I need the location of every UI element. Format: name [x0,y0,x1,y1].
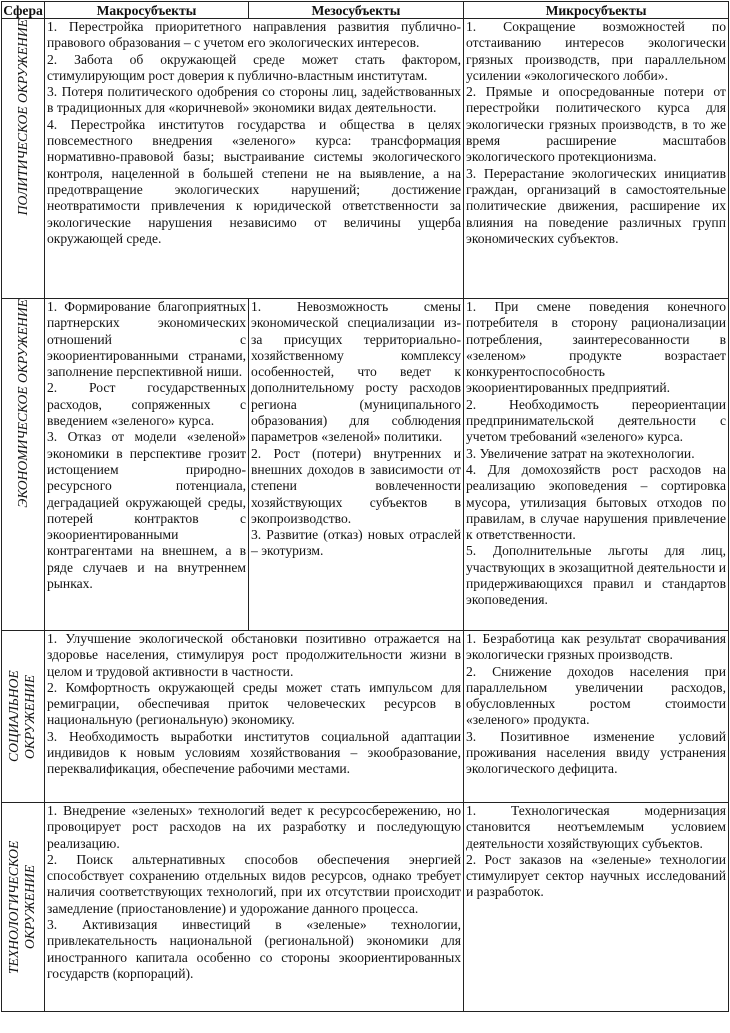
list-item: 5. Дополнительные льготы для лиц, участвующих в экозащитной деятельности и придерживающихся правил и стандартов экоповедения. [466,543,726,608]
row-social [2,631,729,803]
micro-cell [464,19,729,299]
row-technological [2,803,729,1012]
sphere-label: СОЦИАЛЬНОЕ ОКРУЖЕНИЕ [6,670,37,763]
sphere-label: ТЕХНОЛОГИЧЕСКОЕ ОКРУЖЕНИЕ [6,840,37,974]
list-item: 1. При смене поведения конечного потребителя в сторону рационализации потребления, заинтересованности в «зеленом» продукте возрастает конкурентоспособность экоориентированных предприятий. [466,299,726,396]
macro-meso-cell [45,631,464,803]
environment-table [1,1,729,1012]
micro-cell [464,803,729,1012]
list-item: 3. Потеря политического одобрения со стороны лиц, задействованных в традиционных для «коричневой» экономики видах деятельности. [47,84,461,116]
list-item: 2. Поиск альтернативных способов обеспечения энергией способствует сохранению отдельных видов ресурсов, однако требует наличия соответствующих технологий, при их отсутствии происходит замедление (приостановление) и удорожание данного процесса. [47,851,461,916]
macro-cell [45,299,249,631]
list-item: 2. Прямые и опосредованные потери от перестройки политического курса для экологически грязных производств, в то же время расширение масштабов экологического протекционизма. [466,84,726,165]
sphere-cell [2,19,45,299]
list-item: 1. Внедрение «зеленых» технологий ведет к ресурсосбережению, но провоцирует рост расходов на их разработку и последующую реализацию. [47,803,461,851]
list-item: 1. Формирование благоприятных партнерских экономических отношений с экоориентированными странами, заполнение перспективной ниши. [47,299,246,380]
list-item: 3. Развитие (отказ) новых отраслей – экотуризм. [251,527,461,559]
list-item: 2. Рост заказов на «зеленые» технологии стимулирует сектор научных исследований и разработок. [466,851,726,900]
list-item: 4. Для домохозяйств рост расходов на реализацию экоповедения – сортировка мусора, утилизация бытовых отходов по правилам, в случае нарушения привлечение к ответственности. [466,461,726,543]
list-item: 3. Отказ от модели «зеленой» экономики в перспективе грозит истощением природно-ресурсного потенциала, деградацией окружающей среды, потерей контрактов с экоориентированными контрагентами на внешнем, а в ряде случаев и на внутреннем рынках. [47,429,246,592]
header-macro: Макросубъекты [45,2,249,19]
list-item: 3. Позитивное изменение условий проживания населения ввиду устранения экологического дефицита. [466,728,726,777]
list-item: 4. Перестройка институтов государства и общества в целях повсеместного внедрения «зеленого» курса: трансформация нормативно-правовой базы; выстраивание системы экологического контроля, нацеленной в большей степени не на выявление, а на предотвращение экологических нарушений; достижение неотвратимости привлечения к юридической ответственности за экологические нарушения независимо от величины ущерба окружающей среде. [47,116,461,246]
list-item: 2. Рост (потери) внутренних и внешних доходов в зависимости от степени вовлеченности хозяйствующих субъектов в экопроизводство. [251,445,461,526]
list-item: 2. Забота об окружающей среде может стать фактором, стимулирующим рост доверия к публично-властным институтам. [47,51,461,83]
list-item: 1. Технологическая модернизация становится неотъемлемым условием деятельности хозяйствующих субъектов. [466,803,726,851]
list-item: 3. Увеличение затрат на экотехнологии. [466,445,695,461]
header-meso: Мезосубъекты [249,2,464,19]
sphere-label: ПОЛИТИЧЕСКОЕ ОКРУЖЕНИЕ [15,19,30,216]
list-item: 3. Активизация инвестиций в «зеленые» технологии, привлекательность национальной (региональной) экономики для иностранного капитала особенно со стороны экоориентированных государств (корпораций). [47,917,461,981]
list-item: 1. Улучшение экологической обстановки позитивно отражается на здоровье населения, стимулируя рост продолжительности жизни в целом и трудовой активности в частности. [47,631,461,679]
list-item: 1. Невозможность смены экономической специализации из-за присущих территориально-хозяйственному комплексу особенностей, что ведет к дополнительному росту расходов региона (муниципального образования) для соблюдения параметров «зеленой» политики. [251,299,461,445]
meso-cell [249,299,464,631]
micro-cell [464,299,729,631]
row-political [2,19,729,299]
list-item: 2. Рост государственных расходов, сопряженных с введением «зеленого» курса. [47,380,246,429]
list-item: 2. Необходимость переориентации предпринимательской деятельности с учетом требований «зеленого» курса. [466,396,726,445]
macro-meso-cell [45,19,464,299]
sphere-cell [2,299,45,631]
sphere-label: ЭКОНОМИЧЕСКОЕ ОКРУЖЕНИЕ [15,299,30,508]
list-item: 3. Необходимость выработки институтов социальной адаптации индивидов к новым условиям хозяйствования – экообразование, переквалификация, обеспечение рабочими местами. [47,728,461,777]
sphere-cell [2,803,45,1012]
list-item: 1. Перестройка приоритетного направления развития публично-правового образования – с учетом его экологических интересов. [47,19,461,51]
header-sphere: Сфера [3,2,43,18]
row-economic [2,299,729,631]
header-micro: Микросубъекты [464,2,729,19]
list-item: 3. Перерастание экологических инициатив граждан, организаций в самостоятельные политические движения, расширение их влияния на поведение различных групп экономических субъектов. [466,165,726,246]
macro-meso-cell [45,803,464,1012]
sphere-cell [2,631,45,803]
header-row [2,2,729,19]
list-item: 1. Сокращение возможностей по отстаиванию интересов экологически грязных производств, при параллельном усилении «экологического лобби». [466,19,726,83]
list-item: 2. Снижение доходов населения при параллельном увеличении расходов, обусловленных ростом стоимости «зеленого» продукта. [466,663,726,728]
list-item: 2. Комфортность окружающей среды может стать импульсом для ремиграции, обеспечивая приток человеческих ресурсов в национальную (региональную) экономику. [47,679,461,728]
micro-cell [464,631,729,803]
list-item: 1. Безработица как результат сворачивания экологически грязных производств. [466,631,726,663]
